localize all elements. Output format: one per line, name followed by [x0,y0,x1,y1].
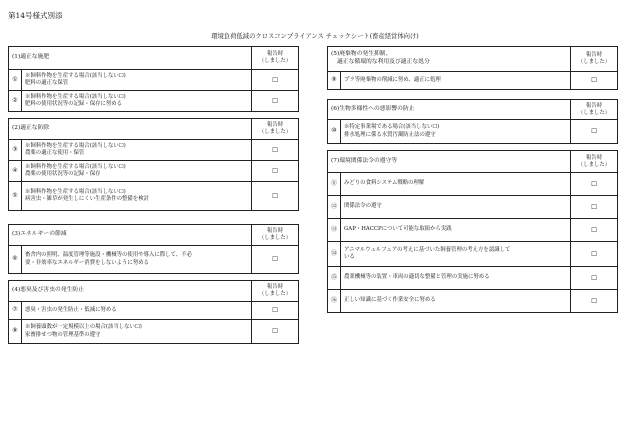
item-text: ※飼養頭数が一定規模以上の場合(該当しない☐) 家畜排せつ物の管理基準の遵守 [22,320,252,344]
report-header: 報告時 （しました） [252,281,299,302]
item-number: ⑭ [328,242,341,267]
section-title: (6)生物多様性への悪影響の防止 [328,100,571,120]
item-text: みどりの食料システム戦略の理解 [341,173,571,196]
report-header: 報告時 （しました） [252,47,299,70]
report-checkbox[interactable]: ☐ [252,246,299,274]
report-checkbox[interactable]: ☐ [571,173,618,196]
item-number: ⑥ [9,246,22,274]
report-header: 報告時 （しました） [252,225,299,246]
section-2-table [8,118,299,211]
section-title: (3)エネルギーの節減 [9,225,252,246]
item-number: ④ [9,161,22,182]
item-number: ⑮ [328,267,341,290]
item-number: ① [9,70,22,91]
section-1-table [8,46,299,112]
form-number-label: 第14号様式別添 [8,11,63,20]
report-checkbox[interactable]: ☐ [252,70,299,91]
item-number: ⑤ [9,182,22,211]
item-text: ※飼料作物を生産する場合(該当しない☐) 肥料の使用状況等の記録・保存に努める [22,91,252,112]
item-text: 正しい知識に基づく作業安全に努める [341,290,571,313]
item-text: 関係法令の遵守 [341,196,571,219]
item-text: ※飼料作物を生産する場合(該当しない☐) 農薬の使用状況等の記録・保存 [22,161,252,182]
section-3-table [8,224,299,274]
section-title: (7)環境関係法令の遵守等 [328,151,571,173]
item-number: ⑫ [328,196,341,219]
item-text: 悪臭・害虫の発生防止・低減に努める [22,302,252,320]
item-number: ⑪ [328,173,341,196]
item-number: ⑧ [9,320,22,344]
item-text: 農業機械等の装置・車両の適切な整備と管理の実施に努める [341,267,571,290]
report-checkbox[interactable]: ☐ [571,120,618,144]
report-checkbox[interactable]: ☐ [571,267,618,290]
item-text: ※飼料作物を生産する場合(該当しない☐) 病害虫・雑草が発生しにくい生産条件の整備を検討 [22,182,252,211]
section-title: (5)廃棄物の発生抑制、 適正な循環的な利用及び適正な処分 [328,47,571,72]
item-number: ⑩ [328,120,341,144]
report-checkbox[interactable]: ☐ [571,196,618,219]
section-title: (4)悪臭及び害虫の発生防止 [9,281,252,302]
item-number: ⑨ [328,72,341,90]
section-4-table [8,280,299,344]
item-text: プラ等廃棄物の削減に努め、適正に処理 [341,72,571,90]
item-number: ⑦ [9,302,22,320]
report-header: 報告時 （しました） [571,100,618,120]
report-checkbox[interactable]: ☐ [252,161,299,182]
report-header: 報告時 （しました） [571,47,618,72]
item-number: ⑯ [328,290,341,313]
item-number: ⑬ [328,219,341,242]
report-checkbox[interactable]: ☐ [571,242,618,267]
report-checkbox[interactable]: ☐ [252,182,299,211]
section-title: (2)適正な防除 [9,119,252,140]
item-number: ③ [9,140,22,161]
report-checkbox[interactable]: ☐ [252,320,299,344]
report-header: 報告時 （しました） [252,119,299,140]
section-6-table [327,99,618,144]
document-title: 環境負荷低減のクロスコンプライアンス チェックシート(畜産経営体向け) [211,33,419,40]
report-checkbox[interactable]: ☐ [252,140,299,161]
section-title: (1)適正な施肥 [9,47,252,70]
item-number: ② [9,91,22,112]
item-text: GAP・HACCPについて可能な取組から実践 [341,219,571,242]
section-7-table [327,150,618,313]
report-checkbox[interactable]: ☐ [571,219,618,242]
item-text: ※飼料作物を生産する場合(該当しない☐) 農薬の適正な使用・保管 [22,140,252,161]
report-header: 報告時 （しました） [571,151,618,173]
item-text: ※特定事業場である場合(該当しない☐) 排水処理に係る水質汚濁防止法の遵守 [341,120,571,144]
report-checkbox[interactable]: ☐ [571,290,618,313]
section-5-table [327,46,618,90]
item-text: ※飼料作物を生産する場合(該当しない☐) 肥料の適正な保管 [22,70,252,91]
report-checkbox[interactable]: ☐ [571,72,618,90]
report-checkbox[interactable]: ☐ [252,91,299,112]
report-checkbox[interactable]: ☐ [252,302,299,320]
item-text: 畜舎内の照明、温度管理等施設・機械等の使用や導入に際して、不必 要・非効率なエネルギー消費をしないように努める [22,246,252,274]
item-text: アニマルウェルフェアの考えに基づいた飼養管理の考え方を認識して いる [341,242,571,267]
